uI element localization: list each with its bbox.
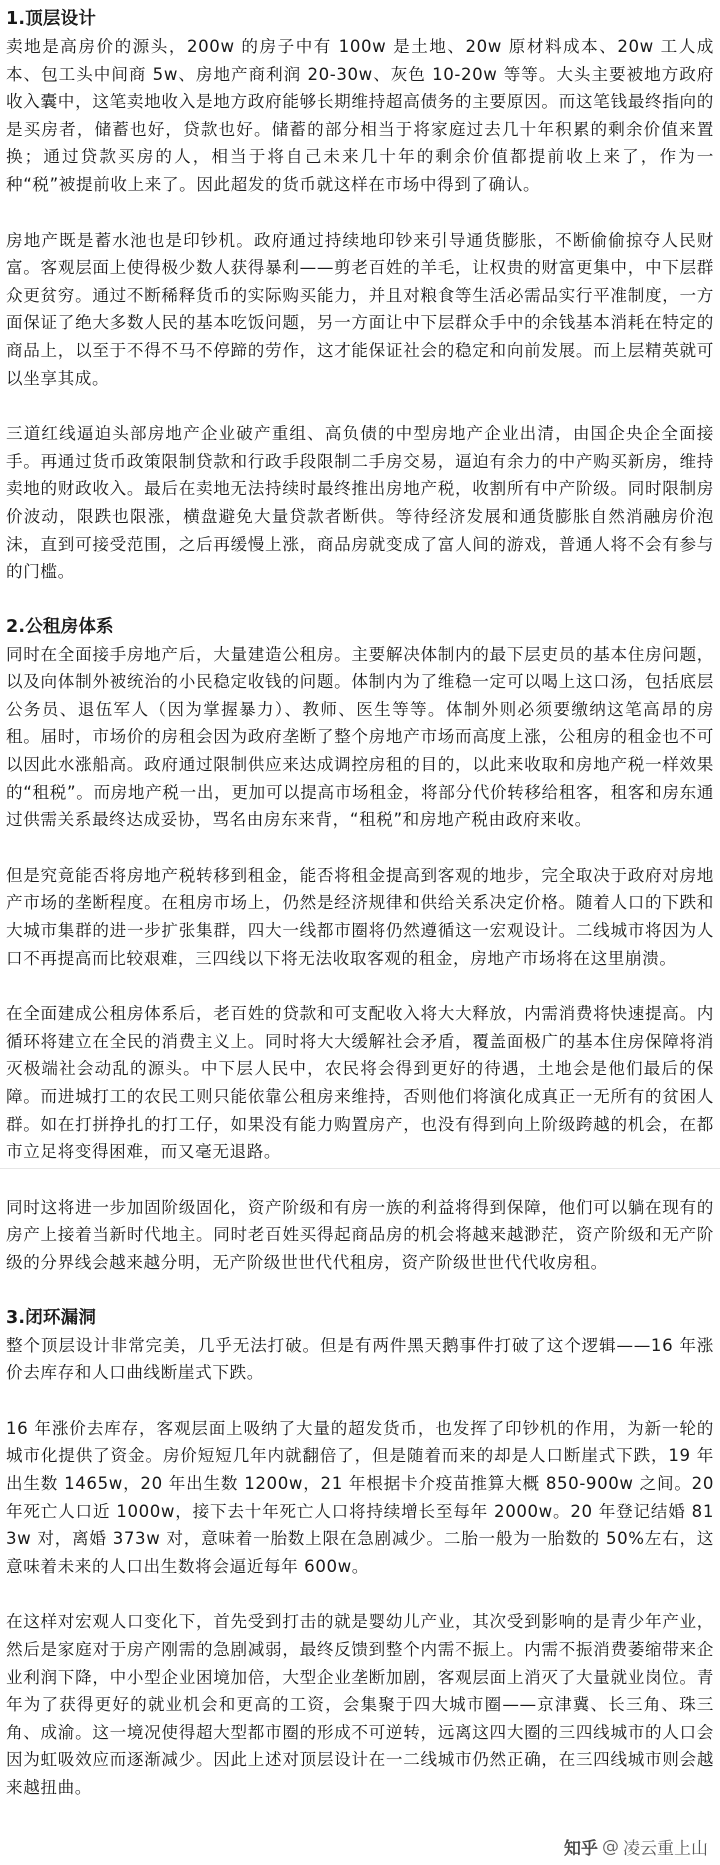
section-3-heading: 3.闭环漏洞 xyxy=(6,1307,97,1328)
section-2-heading: 2.公租房体系 xyxy=(6,616,114,637)
author-name: 凌云重上山 xyxy=(623,1839,708,1859)
section-1-paragraph-2: 房地产既是蓄水池也是印钞机。政府通过持续地印钞来引导通货膨胀，不断偷偷掠夺人民财富。客观层面上使得极少数人获得暴利——剪老百姓的羊毛，让权贵的财富更集中，中下层群众更贫穷。通过不断稀释货币的实际购买能力，并且对粮食等生活必需品实行平准制度，一方面保证了绝大多数人民的基本吃饭问题，另一方面让中下层群众手中的余钱基本消耗在特定的商品上，以至于不得不马不停蹄的劳作，这才能保证社会的稳定和向前发展。而上层精英就可以坐享其成。 xyxy=(6,230,714,388)
section-2-paragraph-4: 同时这将进一步加固阶级固化，资产阶级和有房一族的利益将得到保障，他们可以躺在现有的房产上接着当新时代地主。同时老百姓买得起商品房的机会将越来越渺茫，资产阶级和无产阶级的分界线会越来越分明，无产阶级世世代代租房，资产阶级世世代代收房租。 xyxy=(6,1197,714,1272)
at-symbol: @ xyxy=(602,1836,619,1857)
section-3-paragraph-1: 整个顶层设计非常完美，几乎无法打破。但是有两件黑天鹅事件打破了这个逻辑——16 年涨价去库存和人口曲线断崖式下跌。 xyxy=(6,1335,714,1383)
section-2-paragraph-3: 在全面建成公租房体系后，老百姓的贷款和可支配收入将大大释放，内需消费将快速提高。内循环将建立在全民的消费主义上。同时将大大缓解社会矛盾，覆盖面极广的基本住房保障将消灭极端社会动乱的源头。中下层人民中，农民将会得到更好的待遇，土地会是他们最后的保障。而进城打工的农民工则只能依靠公租房来维持，否则他们将演化成真正一无所有的贫困人群。如在打拼挣扎的打工仔，如果没有能力购置房产，也没有得到向上阶级跨越的机会，在都市立足将变得困难，而又毫无退路。 xyxy=(6,1004,714,1162)
section-3-paragraph-2: 16 年涨价去库存，客观层面上吸纳了大量的超发货币，也发挥了印钞机的作用，为新一轮的城市化提供了资金。房价短短几年内就翻倍了，但是随着而来的却是人口断崖式下跌，19 年出生数 1465w，20 年出生数 1200w，21 年根据卡介疫苗推算大概 850-900w 之间。20 年死亡人口近 1000w，接下去十年死亡人口将持续增长至每年 2000w。20 年登记结婚 813w 对，离婚 373w 对，意味着一胎数上限在急剧减少。二胎一般为一胎数的 50%左右，这意味着未来的人口出生数将会逼近每年 600w。 xyxy=(6,1418,714,1576)
section-1-heading: 1.顶层设计 xyxy=(6,9,97,29)
section-1-paragraph-1: 卖地是高房价的源头，200w 的房子中有 100w 是土地、20w 原材料成本、20w 工人成本、包工头中间商 5w、房地产商利润 20-30w、灰色 10-20w 等等。大头主要被地方政府收入囊中，这笔卖地收入是地方政府能够长期维持超高债务的主要原因。而这笔钱最终指向的是买房者，储蓄也好，贷款也好。储蓄的部分相当于将家庭过去几十年积累的剩余价值来置换；通过贷款买房的人，相当于将自己未来几十年的剩余价值都提前收上来了，作为一种“税”被提前收上来了。因此超发的货币就这样在市场中得到了确认。 xyxy=(6,37,714,194)
section-1-paragraph-3: 三道红线逼迫头部房地产企业破产重组、高负债的中型房地产企业出清，由国企央企全面接手。再通过货币政策限制贷款和行政手段限制二手房交易，逼迫有余力的中产购买新房，维持卖地的财政收入。最后在卖地无法持续时最终推出房地产税，收割所有中产阶级。同时限制房价波动，限跌也限涨，横盘避免大量贷款者断供。等待经济发展和通货膨胀自然消融房价泡沫，直到可接受范围，之后再缓慢上涨，商品房就变成了富人间的游戏，普通人将不会有参与的门槛。 xyxy=(6,424,714,582)
zhihu-logo: 知乎 xyxy=(564,1839,598,1859)
zhihu-watermark xyxy=(562,1834,710,1859)
section-3-paragraph-3: 在这样对宏观人口变化下，首先受到打击的就是婴幼儿产业，其次受到影响的是青少年产业，然后是家庭对于房产刚需的急剧减弱，最终反馈到整个内需不振上。内需不振消费萎缩带来企业利润下降，中小型企业困境加倍，大型企业垄断加剧，客观层面上消灭了大量就业岗位。青年为了获得更好的就业机会和更高的工资，会集聚于四大城市圈——京津冀、长三角、珠三角、成渝。这一境况使得超大型都市圈的形成不可逆转，远离这四大圈的三四线城市的人口会因为虹吸效应而逐渐减少。因此上述对顶层设计在一二线城市仍然正确，在三四线城市则会越来越扭曲。 xyxy=(6,1612,714,1797)
section-2-paragraph-1: 同时在全面接手房地产后，大量建造公租房。主要解决体制内的最下层吏员的基本住房问题，以及向体制外被统治的小民稳定收钱的问题。体制内为了维稳一定可以喝上这口汤，包括底层公务员、退伍军人（因为掌握暴力）、教师、医生等等。体制外则必须要缴纳这笔高昂的房租。届时，市场价的房租会因为政府垄断了整个房地产市场而高度上涨，公租房的租金也不可以因此水涨船高。政府通过限制供应来达成调控房租的目的，以此来收取和房地产税一样效果的“租税”。而房地产税一出，更加可以提高市场租金，将部分代价转移给租客，租客和房东通过供需关系最终达成妥协，骂名由房东来背，“租税”和房地产税由政府来收。 xyxy=(6,644,714,830)
image-seam-divider xyxy=(0,1168,720,1169)
section-2-paragraph-2: 但是究竟能否将房地产税转移到租金，能否将租金提高到客观的地步，完全取决于政府对房地产市场的垄断程度。在租房市场上，仍然是经济规律和供给关系决定价格。随着人口的下跌和大城市集群的进一步扩张集群，四大一线都市圈将仍然遵循这一宏观设计。二线城市将因为人口不再提高而比较艰难，三四线以下将无法收取客观的租金，房地产市场将在这里崩溃。 xyxy=(6,865,714,968)
